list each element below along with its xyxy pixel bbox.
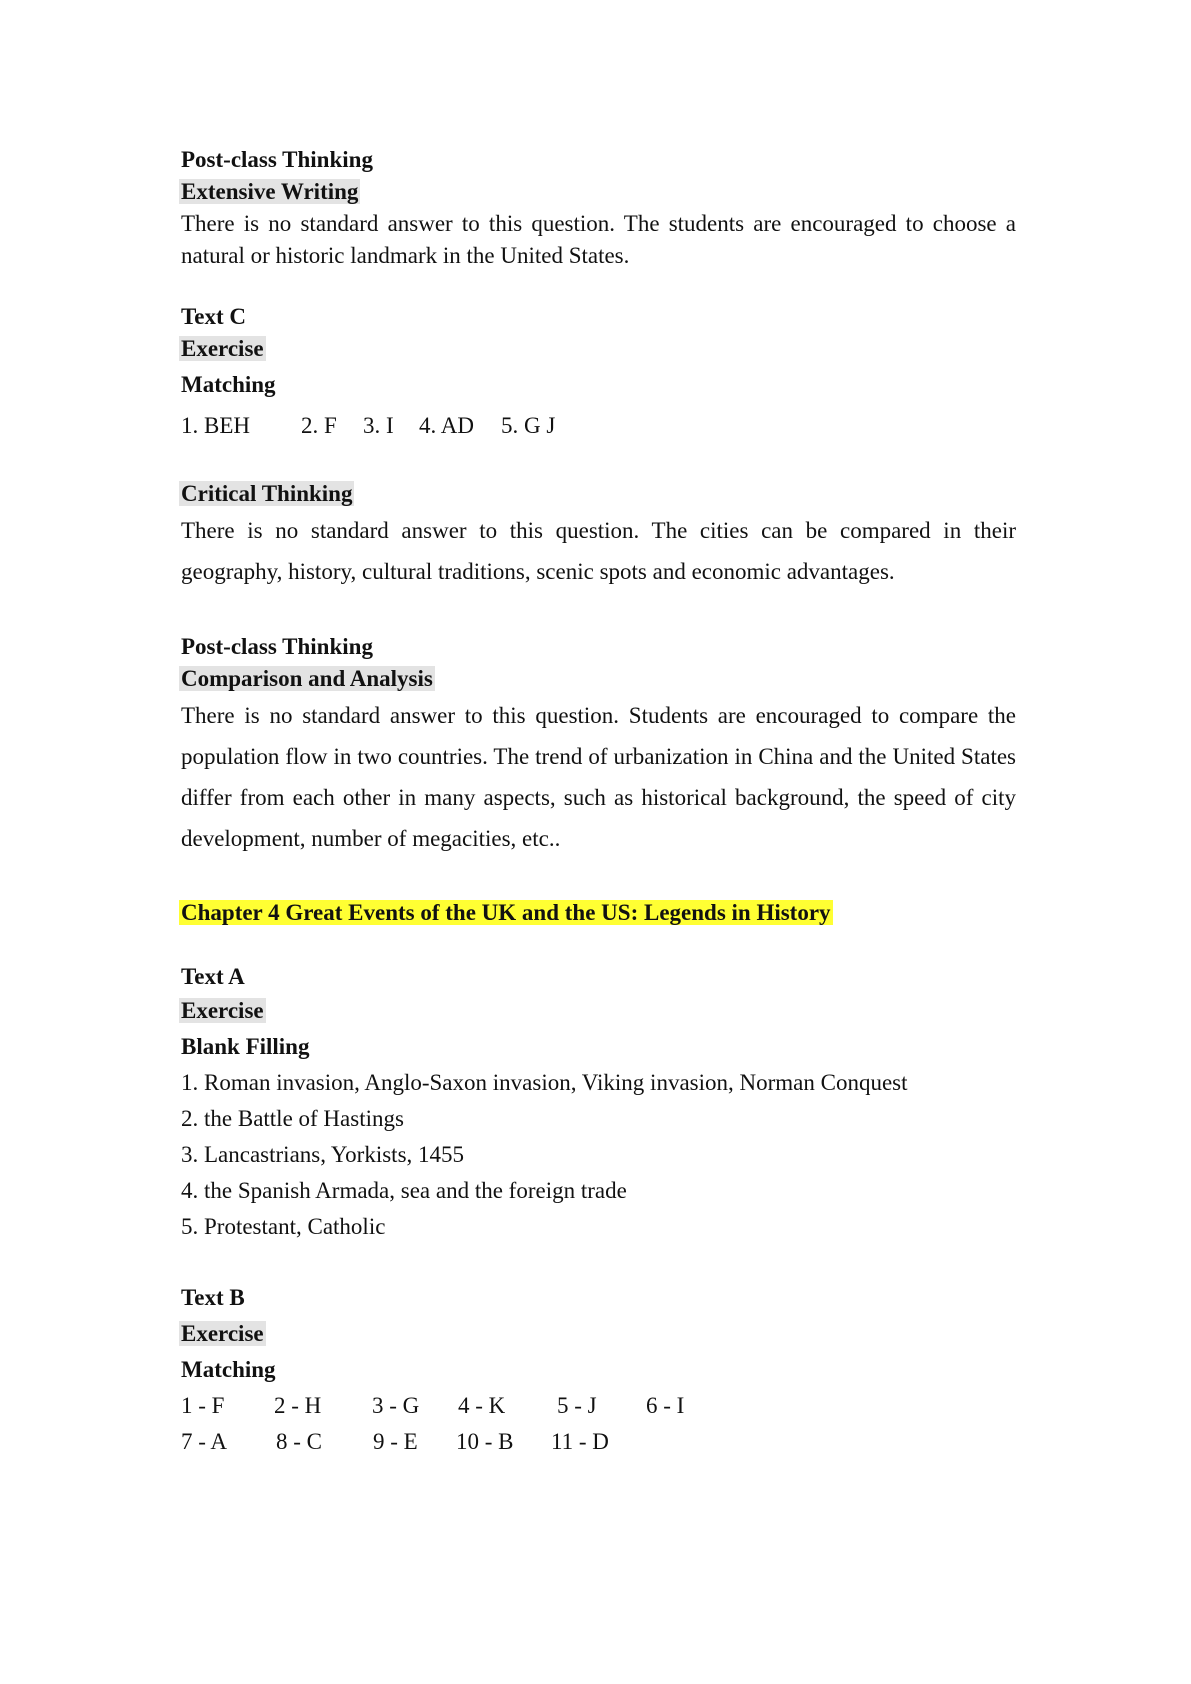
text-b-matching-row-2 bbox=[181, 1429, 981, 1457]
text-b-matching-label: Matching bbox=[181, 1357, 276, 1382]
critical-thinking-heading bbox=[181, 481, 354, 507]
matching-pair: 1 - F bbox=[181, 1393, 225, 1418]
post-class-thinking-heading: Post-class Thinking bbox=[181, 147, 373, 172]
critical-thinking-label: Critical Thinking bbox=[181, 481, 353, 506]
matching-pair: 3 - G bbox=[372, 1393, 420, 1418]
text-c-exercise-label: Exercise bbox=[181, 336, 264, 361]
blank-filling-item: 1. Roman invasion, Anglo-Saxon invasion, Viking invasion, Norman Conquest bbox=[181, 1070, 908, 1095]
text-c-title: Text C bbox=[181, 304, 246, 329]
chapter-title bbox=[181, 900, 833, 926]
comparison-analysis-label: Comparison and Analysis bbox=[181, 666, 433, 691]
text-c-answers bbox=[181, 413, 981, 441]
answer-item: 2. F bbox=[301, 413, 337, 438]
comparison-analysis-paragraph: There is no standard answer to this question. Students are encouraged to compare the population flow in two countries. The trend of urbanization in China and the United States differ from each other in many aspects, such as historical background, the speed of city development, number of megacities, etc.. bbox=[181, 703, 1016, 851]
matching-pair: 9 - E bbox=[373, 1429, 418, 1454]
matching-pair: 10 - B bbox=[456, 1429, 514, 1454]
critical-thinking-paragraph: There is no standard answer to this question. The cities can be compared in their geography, history, cultural traditions, scenic spots and economic advantages. bbox=[181, 518, 1016, 584]
text-b-title: Text B bbox=[181, 1285, 245, 1310]
extensive-writing-heading bbox=[181, 179, 360, 205]
text-b-exercise-heading bbox=[181, 1321, 266, 1347]
text-a-exercise-heading bbox=[181, 998, 266, 1024]
blank-filling-label: Blank Filling bbox=[181, 1034, 310, 1059]
matching-pair: 2 - H bbox=[274, 1393, 322, 1418]
text-b-matching-row-1 bbox=[181, 1393, 981, 1421]
text-a-title: Text A bbox=[181, 964, 245, 989]
matching-pair: 4 - K bbox=[458, 1393, 506, 1418]
blank-filling-item: 4. the Spanish Armada, sea and the foreign trade bbox=[181, 1178, 627, 1203]
text-b-exercise-label: Exercise bbox=[181, 1321, 264, 1346]
chapter-title-label: Chapter 4 Great Events of the UK and the US: Legends in History bbox=[181, 900, 831, 925]
matching-pair: 5 - J bbox=[557, 1393, 597, 1418]
extensive-writing-label: Extensive Writing bbox=[181, 179, 359, 204]
blank-filling-item: 2. the Battle of Hastings bbox=[181, 1106, 404, 1131]
text-c-exercise-heading bbox=[181, 336, 266, 362]
post-class-thinking-heading-2: Post-class Thinking bbox=[181, 634, 373, 659]
answer-item: 5. G J bbox=[501, 413, 556, 438]
extensive-writing-paragraph: There is no standard answer to this question. The students are encouraged to choose a natural or historic landmark in the United States. bbox=[181, 211, 1016, 268]
answer-item: 1. BEH bbox=[181, 413, 250, 438]
text-a-exercise-label: Exercise bbox=[181, 998, 264, 1023]
comparison-analysis-heading bbox=[181, 666, 435, 692]
matching-pair: 6 - I bbox=[646, 1393, 685, 1418]
answer-item: 3. I bbox=[363, 413, 394, 438]
blank-filling-item: 5. Protestant, Catholic bbox=[181, 1214, 386, 1239]
answer-item: 4. AD bbox=[419, 413, 474, 438]
matching-pair: 7 - A bbox=[181, 1429, 227, 1454]
matching-pair: 11 - D bbox=[551, 1429, 609, 1454]
matching-pair: 8 - C bbox=[276, 1429, 322, 1454]
blank-filling-item: 3. Lancastrians, Yorkists, 1455 bbox=[181, 1142, 465, 1167]
text-c-matching-label: Matching bbox=[181, 372, 276, 397]
